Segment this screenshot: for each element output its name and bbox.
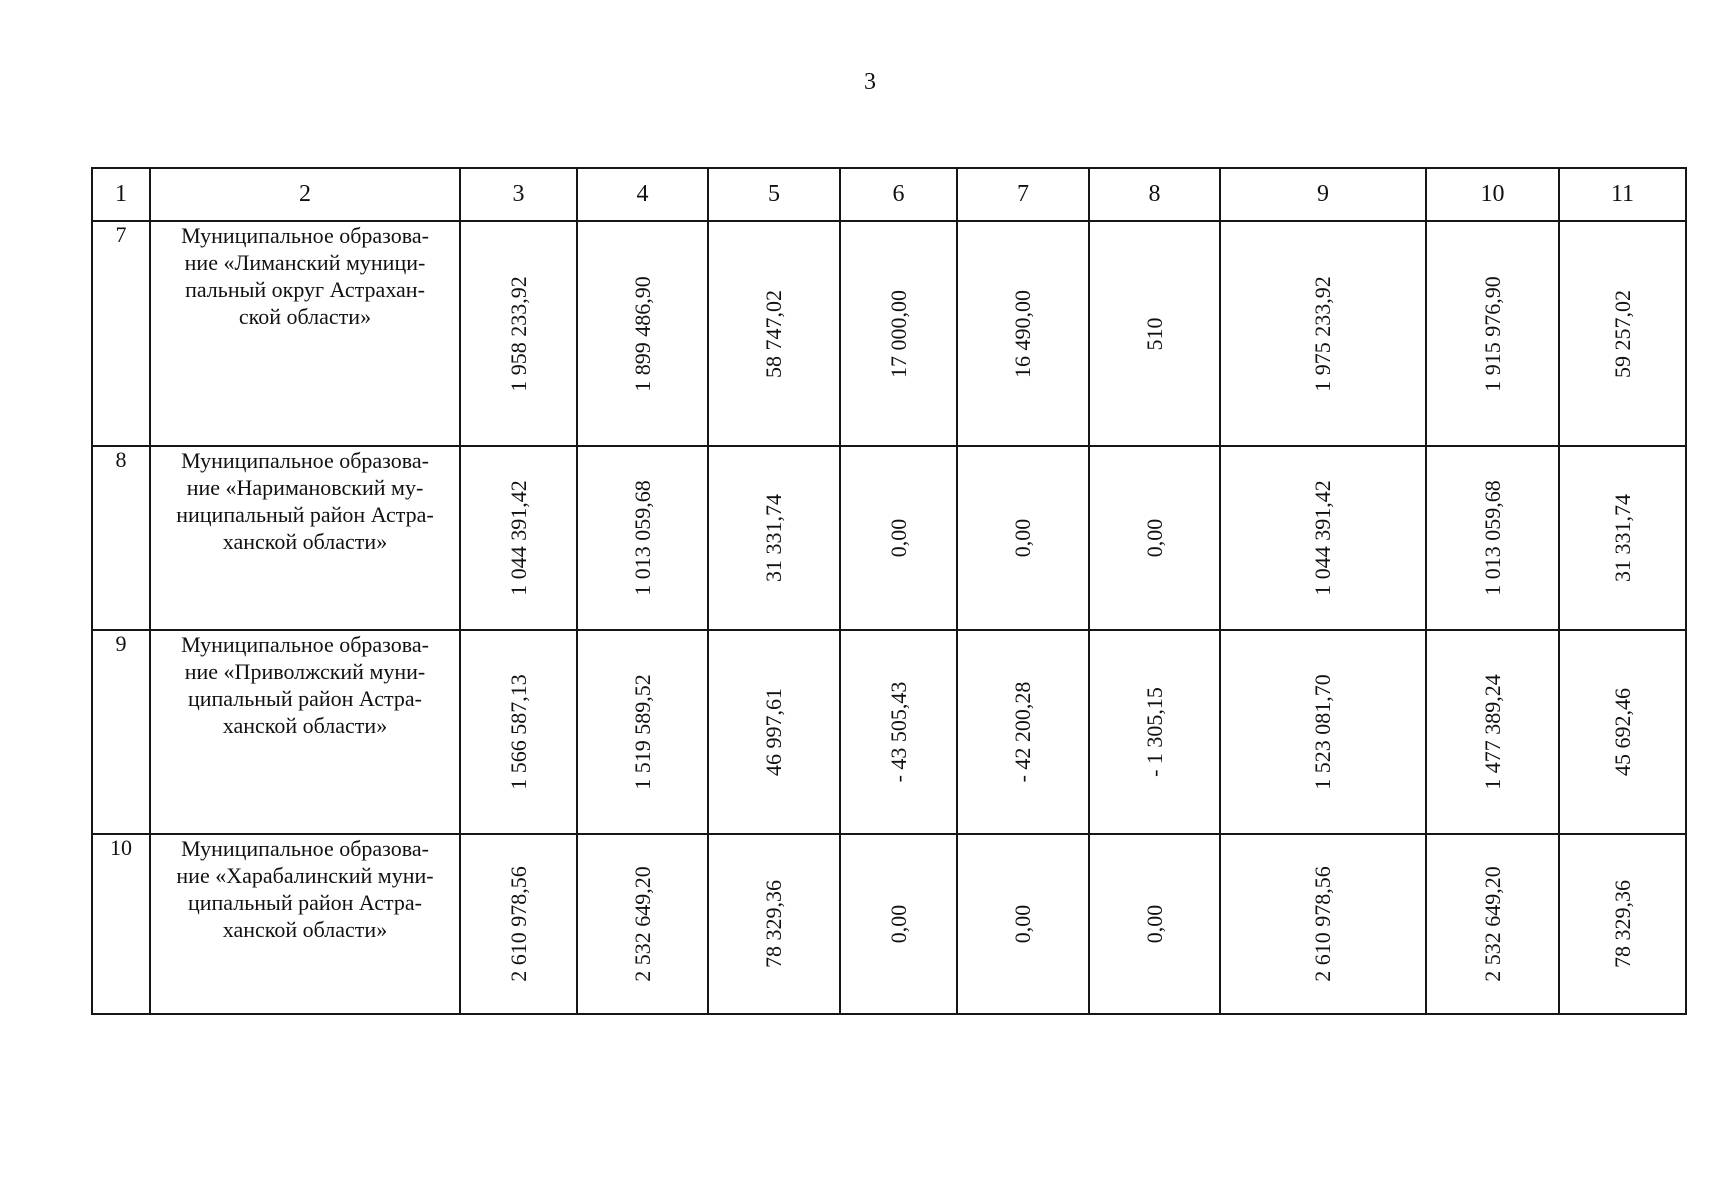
name-line: ципальный район Астра- (187, 890, 422, 915)
cell-value: 510 (1141, 317, 1167, 350)
value-cell (840, 630, 957, 834)
cell-value: 1 523 081,70 (1310, 674, 1335, 790)
row-number: 10 (92, 834, 150, 1014)
value-cell (1089, 834, 1220, 1014)
value-cell (460, 446, 577, 630)
cell-value: 59 257,02 (1609, 289, 1635, 378)
name-line: ской области» (238, 304, 372, 329)
name-line: ние «Наримановский му- (186, 475, 424, 500)
value-cell (840, 221, 957, 446)
municipality-name (150, 834, 460, 1014)
value-cell (708, 630, 840, 834)
cell-value: 2 532 649,20 (1479, 866, 1505, 982)
cell-value: 78 329,36 (761, 880, 786, 968)
data-table (91, 167, 1687, 1015)
value-cell (840, 834, 957, 1014)
column-header: 2 (150, 168, 460, 221)
value-cell (708, 834, 840, 1014)
column-header: 6 (840, 168, 957, 221)
value-cell (1220, 630, 1426, 834)
cell-value: 31 331,74 (1609, 494, 1635, 582)
cell-value: 16 490,00 (1010, 289, 1035, 378)
value-cell (460, 834, 577, 1014)
row-number: 9 (92, 630, 150, 834)
cell-value: 2 610 978,56 (505, 866, 531, 982)
value-cell (1089, 630, 1220, 834)
cell-value: 45 692,46 (1609, 688, 1635, 776)
municipality-name (150, 630, 460, 834)
name-line: Муниципальное образова- (181, 836, 429, 861)
name-line: ханской области» (222, 529, 388, 554)
cell-value: 46 997,61 (761, 688, 786, 776)
cell-value: 1 915 976,90 (1479, 275, 1505, 392)
name-line: Муниципальное образова- (181, 223, 429, 248)
row-number: 8 (92, 446, 150, 630)
column-header: 9 (1220, 168, 1426, 221)
value-cell (1559, 221, 1686, 446)
name-line: ние «Харабалинский муни- (176, 863, 434, 888)
value-cell (577, 221, 708, 446)
cell-value: 1 477 389,24 (1479, 674, 1505, 790)
value-cell (577, 446, 708, 630)
name-line: ние «Лиманский муници- (184, 250, 426, 275)
column-header: 11 (1559, 168, 1686, 221)
value-cell (1426, 446, 1559, 630)
cell-value: 1 013 059,68 (1479, 480, 1505, 596)
value-cell (708, 446, 840, 630)
value-cell (577, 834, 708, 1014)
value-cell (1559, 630, 1686, 834)
value-cell (840, 446, 957, 630)
value-cell (460, 221, 577, 446)
header-row (92, 168, 1686, 221)
name-line: ципальный район Астра- (187, 686, 422, 711)
cell-value: 2 532 649,20 (629, 866, 655, 982)
name-line: Муниципальное образова- (181, 632, 429, 657)
cell-value: 78 329,36 (1609, 880, 1635, 968)
cell-value: 0,00 (1141, 904, 1167, 944)
name-line: Муниципальное образова- (181, 448, 429, 473)
table-row (92, 630, 1686, 834)
cell-value: - 1 305,15 (1141, 687, 1167, 777)
name-line: ниципальный район Астра- (176, 502, 434, 527)
column-header: 10 (1426, 168, 1559, 221)
value-cell (1426, 221, 1559, 446)
value-cell (1089, 446, 1220, 630)
name-line: ние «Приволжский муни- (184, 659, 426, 684)
column-header: 8 (1089, 168, 1220, 221)
cell-value: 1 013 059,68 (629, 480, 655, 596)
municipality-name (150, 446, 460, 630)
cell-value: 0,00 (885, 904, 911, 944)
municipality-name (150, 221, 460, 446)
value-cell (957, 834, 1089, 1014)
page-number: 3 (864, 69, 876, 95)
column-header: 3 (460, 168, 577, 221)
column-header: 1 (92, 168, 150, 221)
value-cell (1220, 834, 1426, 1014)
column-header: 5 (708, 168, 840, 221)
cell-value: 0,00 (1010, 904, 1035, 944)
cell-value: 1 958 233,92 (505, 275, 531, 392)
value-cell (957, 446, 1089, 630)
value-cell (957, 221, 1089, 446)
cell-value: 1 044 391,42 (505, 480, 531, 596)
cell-value: 0,00 (885, 518, 911, 558)
table-row (92, 834, 1686, 1014)
table-row (92, 221, 1686, 446)
cell-value: 58 747,02 (761, 289, 786, 378)
value-cell (1426, 834, 1559, 1014)
value-cell (957, 630, 1089, 834)
value-cell (1559, 446, 1686, 630)
cell-value: - 42 200,28 (1010, 681, 1035, 783)
value-cell (1220, 446, 1426, 630)
cell-value: 31 331,74 (761, 494, 786, 582)
table-row (92, 446, 1686, 630)
cell-value: 1 899 486,90 (629, 275, 655, 392)
name-line: ханской области» (222, 917, 388, 942)
value-cell (708, 221, 840, 446)
cell-value: - 43 505,43 (885, 681, 911, 783)
cell-value: 17 000,00 (885, 289, 911, 378)
value-cell (1220, 221, 1426, 446)
cell-value: 0,00 (1010, 518, 1035, 558)
cell-value: 1 044 391,42 (1310, 480, 1335, 596)
value-cell (1089, 221, 1220, 446)
value-cell (1426, 630, 1559, 834)
value-cell (460, 630, 577, 834)
value-cell (1559, 834, 1686, 1014)
cell-value: 1 566 587,13 (505, 674, 531, 790)
name-line: пальный округ Астрахан- (185, 277, 425, 302)
row-number: 7 (92, 221, 150, 446)
cell-value: 1 975 233,92 (1310, 275, 1335, 392)
name-line: ханской области» (222, 713, 388, 738)
cell-value: 2 610 978,56 (1310, 866, 1335, 982)
column-header: 7 (957, 168, 1089, 221)
cell-value: 1 519 589,52 (629, 674, 655, 790)
column-header: 4 (577, 168, 708, 221)
value-cell (577, 630, 708, 834)
cell-value: 0,00 (1141, 518, 1167, 558)
